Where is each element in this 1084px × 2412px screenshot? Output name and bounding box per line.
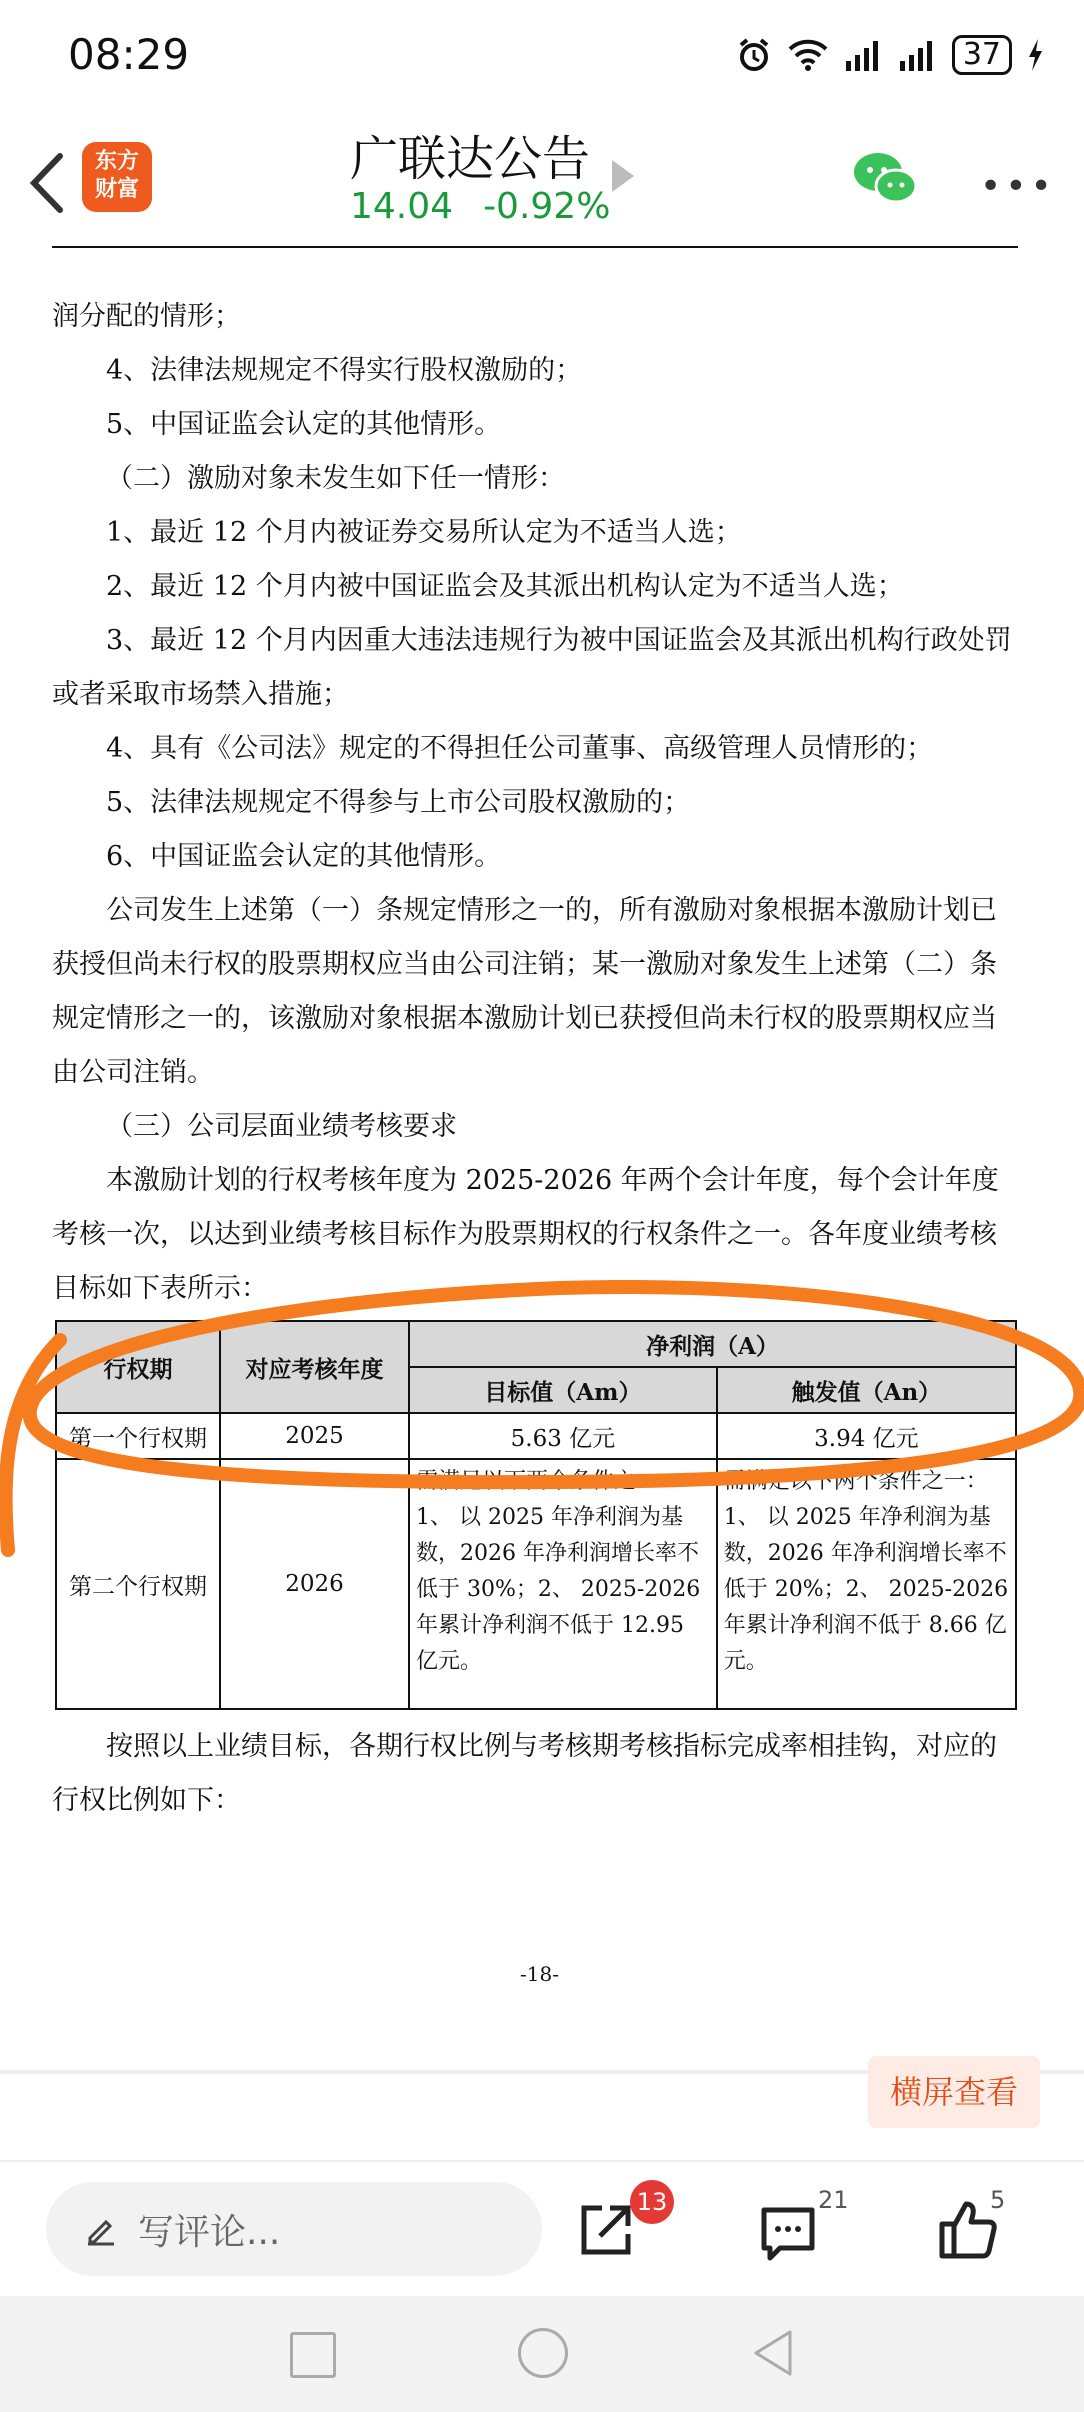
doc-paragraph: 本激励计划的行权考核年度为 2025-2026 年两个会计年度，每个会计年度考核一次，以达到业绩考核目标作为股票期权的行权条件之一。各年度业绩考核目标如下表所示： [52,1165,999,1304]
more-options-icon[interactable]: ••• [980,166,1056,207]
doc-paragraph: 4、具有《公司法》规定的不得担任公司董事、高级管理人员情形的； [106,733,934,764]
page-title[interactable]: 广联达公告 [350,131,591,187]
doc-paragraph: （二）激励对象未发生如下任一情形： [106,463,565,494]
cell-target: 需满足以下两个条件之一：1、 以 2025 年净利润为基数，2026 年净利润增长率不低于 30%；2、 2025-2026 年累计净利润不低于 12.95 亿元。 [409,1459,717,1709]
bottom-action-bar [0,2160,1084,2298]
after-table-text [52,1720,1022,1828]
cell-year: 2025 [220,1413,409,1459]
header-period: 行权期 [56,1321,220,1413]
wifi-icon [786,37,830,73]
nav-back-icon[interactable] [750,2328,794,2378]
logo-text-2: 财富 [94,177,139,202]
share-icon[interactable] [576,2200,636,2260]
share-badge: 13 [630,2180,674,2224]
signal-icon-2 [898,37,938,73]
doc-paragraph: 公司发生上述第（一）条规定情形之一的，所有激励对象根据本激励计划已获授但尚未行权的股票期权应当由公司注销；某一激励对象发生上述第（二）条规定情形之一的，该激励对象根据本激励计划已获授但尚未行权的股票期权应当由公司注销。 [52,895,997,1088]
doc-paragraph: 5、中国证监会认定的其他情形。 [106,409,502,440]
landscape-view-button[interactable]: 横屏查看 [868,2056,1040,2128]
system-nav-bar [0,2296,1084,2412]
cell-trigger: 3.94 亿元 [717,1413,1016,1459]
header-net-profit: 净利润（A） [409,1321,1016,1367]
table-row [56,1459,1016,1709]
wechat-share-icon[interactable] [850,148,920,208]
comment-input[interactable] [46,2182,542,2276]
cell-period: 第二个行权期 [56,1459,220,1709]
doc-paragraph: 4、法律法规规定不得实行股权激励的； [106,355,583,386]
document-body [52,290,1022,1316]
status-icons [736,30,1044,80]
logo-text-1: 东方 [94,149,139,174]
comment-count: 21 [818,2186,849,2214]
battery-indicator: 37 [952,35,1012,75]
stock-price [350,186,640,227]
cell-period: 第一个行权期 [56,1413,220,1459]
app-header [0,110,1084,240]
doc-paragraph: 按照以上业绩目标，各期行权比例与考核期考核指标完成率相挂钩，对应的行权比例如下： [52,1731,997,1816]
doc-paragraph: 5、法律法规规定不得参与上市公司股权激励的； [106,787,691,818]
doc-paragraph: （三）公司层面业绩考核要求 [106,1111,457,1142]
like-count: 5 [990,2186,1006,2214]
pen-icon [84,2212,118,2246]
performance-table [55,1320,1017,1710]
app-logo [82,142,152,212]
doc-paragraph: 润分配的情形； [52,301,241,332]
status-bar [0,0,1084,110]
price-value: 14.04 [350,186,454,227]
status-time: 08:29 [68,30,190,79]
header-target: 目标值（Am） [409,1367,717,1413]
header-trigger: 触发值（An） [717,1367,1016,1413]
title-expand-icon[interactable] [612,160,634,192]
doc-paragraph: 1、最近 12 个月内被证券交易所认定为不适当人选； [106,517,742,548]
doc-paragraph: 6、中国证监会认定的其他情形。 [106,841,502,872]
charging-icon [1026,37,1044,73]
header-divider [52,246,1018,248]
recent-apps-button[interactable] [290,2332,336,2378]
price-change: -0.92% [483,186,611,227]
cell-target: 5.63 亿元 [409,1413,717,1459]
header-year: 对应考核年度 [220,1321,409,1413]
cell-year: 2026 [220,1459,409,1709]
table-row [56,1413,1016,1459]
cell-trigger: 需满足以下两个条件之一：1、 以 2025 年净利润为基数，2026 年净利润增长率不低于 20%；2、 2025-2026 年累计净利润不低于 8.66 亿元。 [717,1459,1016,1709]
home-button[interactable] [518,2328,568,2378]
alarm-icon [736,37,772,73]
doc-paragraph: 3、最近 12 个月内因重大违法违规行为被中国证监会及其派出机构行政处罚或者采取市场禁入措施； [52,625,1012,710]
comment-placeholder: 写评论... [138,2211,281,2253]
signal-icon [844,37,884,73]
doc-paragraph: 2、最近 12 个月内被中国证监会及其派出机构认定为不适当人选； [106,571,904,602]
page-number: -18- [520,1962,559,1986]
back-arrow-icon[interactable] [22,148,72,218]
comment-icon[interactable] [758,2202,818,2262]
